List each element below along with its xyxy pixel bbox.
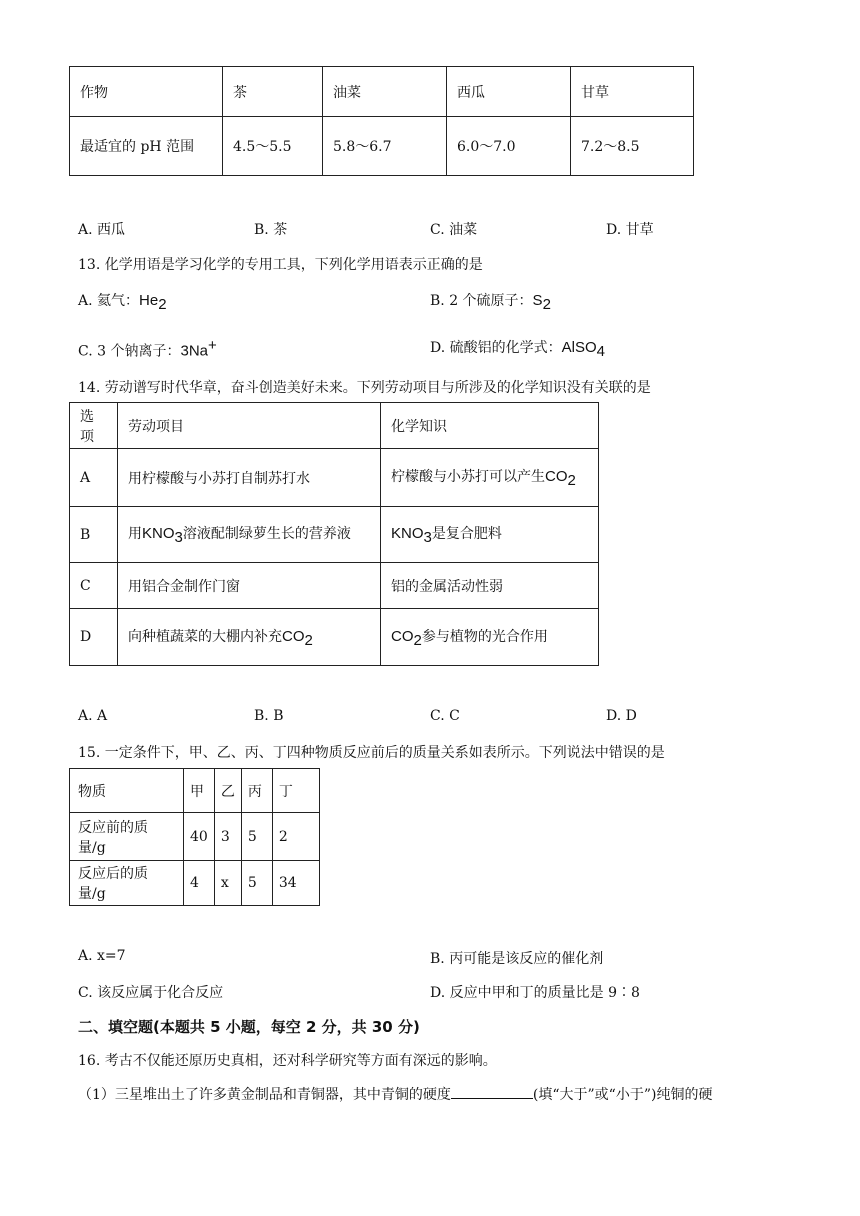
r2-bing: 5 — [241, 861, 272, 906]
row-d-labor-text: 向种植蔬菜的大棚内补充 — [128, 628, 282, 645]
row-d-labor-formula: CO — [282, 627, 305, 645]
th-option: 选项 — [70, 403, 118, 449]
row-a-knowledge — [381, 449, 599, 507]
r1-jia: 40 — [184, 813, 215, 861]
row-d-knowledge-text: 参与植物的光合作用 — [421, 628, 548, 645]
th-labor: 劳动项目 — [118, 403, 381, 449]
th-tea: 茶 — [223, 67, 323, 117]
q15-option-c: C. 该反应属于化合反应 — [78, 985, 224, 1001]
labor-table — [69, 402, 599, 666]
row-b-formula: KNO — [391, 525, 424, 543]
q14-option-b: B. B — [254, 708, 284, 724]
td-ph-label: 最适宜的 pH 范围 — [70, 117, 223, 176]
row-b-labor-pre: 用 — [128, 526, 142, 543]
q13-c-label: C. 3 个钠离子： — [78, 343, 181, 360]
th-ding: 丁 — [272, 769, 319, 813]
row-b-labor-formula: KNO — [142, 525, 175, 543]
th-rape: 油菜 — [323, 67, 447, 117]
q14-stem: 14. 劳动谱写时代华章，奋斗创造美好未来。下列劳动项目与所涉及的化学知识没有关联的是 — [78, 380, 651, 396]
r1-bing: 5 — [241, 813, 272, 861]
q13-d-sub: 4 — [596, 342, 605, 360]
section-2-heading: 二、填空题(本题共 5 小题，每空 2 分，共 30 分) — [78, 1018, 420, 1036]
q14-option-d: D. D — [606, 708, 637, 724]
q13-a-sub: 2 — [158, 295, 167, 313]
row-a-option: A — [70, 449, 118, 507]
row-b-labor-sub: 3 — [174, 528, 183, 546]
row-d-formula: CO — [391, 627, 414, 645]
row-c-option: C — [70, 563, 118, 609]
th-crop: 作物 — [70, 67, 223, 117]
r2-label: 反应后的质量/g — [70, 861, 184, 906]
q15-stem: 15. 一定条件下，甲、乙、丙、丁四种物质反应前后的质量关系如表所示。下列说法中错误的是 — [78, 745, 665, 761]
mass-table — [69, 768, 320, 906]
q12-option-a: A. 西瓜 — [78, 222, 126, 238]
row-d-option: D — [70, 609, 118, 666]
q13-option-c — [78, 337, 217, 361]
th-substance: 物质 — [70, 769, 184, 813]
td-ph-tea: 4.5～5.5 — [223, 117, 323, 176]
q12-option-b: B. 茶 — [254, 222, 288, 238]
r1-ding: 2 — [272, 813, 319, 861]
r2-ding: 34 — [272, 861, 319, 906]
q12-option-c: C. 油菜 — [430, 222, 478, 238]
row-b-knowledge — [381, 507, 599, 563]
td-ph-licorice: 7.2～8.5 — [571, 117, 694, 176]
td-ph-rape: 5.8～6.7 — [323, 117, 447, 176]
q13-b-label: B. 2 个硫原子： — [430, 293, 533, 309]
r1-label: 反应前的质量/g — [70, 813, 184, 861]
row-d-knowledge — [381, 609, 599, 666]
th-yi: 乙 — [214, 769, 241, 813]
answer-blank[interactable] — [451, 1086, 533, 1099]
q16-part1-b: (填“大于”或“小于”)纯铜的硬 — [532, 1087, 713, 1103]
th-bing: 丙 — [241, 769, 272, 813]
row-d-labor-sub: 2 — [304, 631, 313, 649]
q15-option-a: A. x=7 — [78, 948, 126, 964]
row-d-sub: 2 — [413, 631, 422, 649]
q13-d-formula: AlSO — [561, 339, 597, 356]
th-jia: 甲 — [184, 769, 215, 813]
q13-c-formula: 3Na — [180, 342, 209, 360]
r2-jia: 4 — [184, 861, 215, 906]
q13-option-a — [78, 290, 167, 313]
q12-option-d: D. 甘草 — [606, 222, 654, 238]
row-b-sub: 3 — [423, 528, 432, 546]
row-b-labor-post: 溶液配制绿萝生长的营养液 — [182, 526, 351, 543]
td-ph-watermelon: 6.0～7.0 — [447, 117, 571, 176]
q13-a-formula: He — [139, 292, 159, 309]
row-a-formula: CO — [545, 468, 568, 486]
row-a-sub: 2 — [567, 471, 576, 489]
row-b-knowledge-text: 是复合肥料 — [431, 526, 502, 543]
row-d-labor — [118, 609, 381, 666]
row-a-labor: 用柠檬酸与小苏打自制苏打水 — [118, 449, 381, 507]
q16-part1-a: （1）三星堆出土了许多黄金制品和青铜器，其中青铜的硬度 — [78, 1087, 451, 1103]
q13-b-formula: S — [532, 292, 543, 309]
q14-option-a: A. A — [78, 708, 108, 724]
row-b-labor — [118, 507, 381, 563]
row-a-knowledge-text: 柠檬酸与小苏打可以产生 — [391, 469, 545, 486]
th-watermelon: 西瓜 — [447, 67, 571, 117]
q13-a-label: A. 氦气： — [78, 293, 140, 309]
th-knowledge: 化学知识 — [381, 403, 599, 449]
q15-option-b: B. 丙可能是该反应的催化剂 — [430, 951, 604, 967]
ph-table — [69, 66, 694, 176]
q13-option-b — [430, 290, 551, 313]
q13-d-label: D. 硫酸铝的化学式： — [430, 340, 562, 356]
q13-c-sup: + — [208, 337, 217, 354]
q16-stem: 16. 考古不仅能还原历史真相，还对科学研究等方面有深远的影响。 — [78, 1053, 497, 1069]
r2-yi: x — [214, 861, 241, 906]
q14-option-c: C. C — [430, 708, 460, 724]
q15-option-d: D. 反应中甲和丁的质量比是 9∶8 — [430, 985, 640, 1001]
r1-yi: 3 — [214, 813, 241, 861]
row-c-labor: 用铝合金制作门窗 — [118, 563, 381, 609]
row-b-option: B — [70, 507, 118, 563]
row-c-knowledge: 铝的金属活动性弱 — [381, 563, 599, 609]
q13-option-d — [430, 337, 605, 360]
q13-b-sub: 2 — [542, 295, 551, 313]
q13-stem: 13. 化学用语是学习化学的专用工具，下列化学用语表示正确的是 — [78, 257, 483, 273]
q16-part1 — [78, 1084, 712, 1104]
th-licorice: 甘草 — [571, 67, 694, 117]
